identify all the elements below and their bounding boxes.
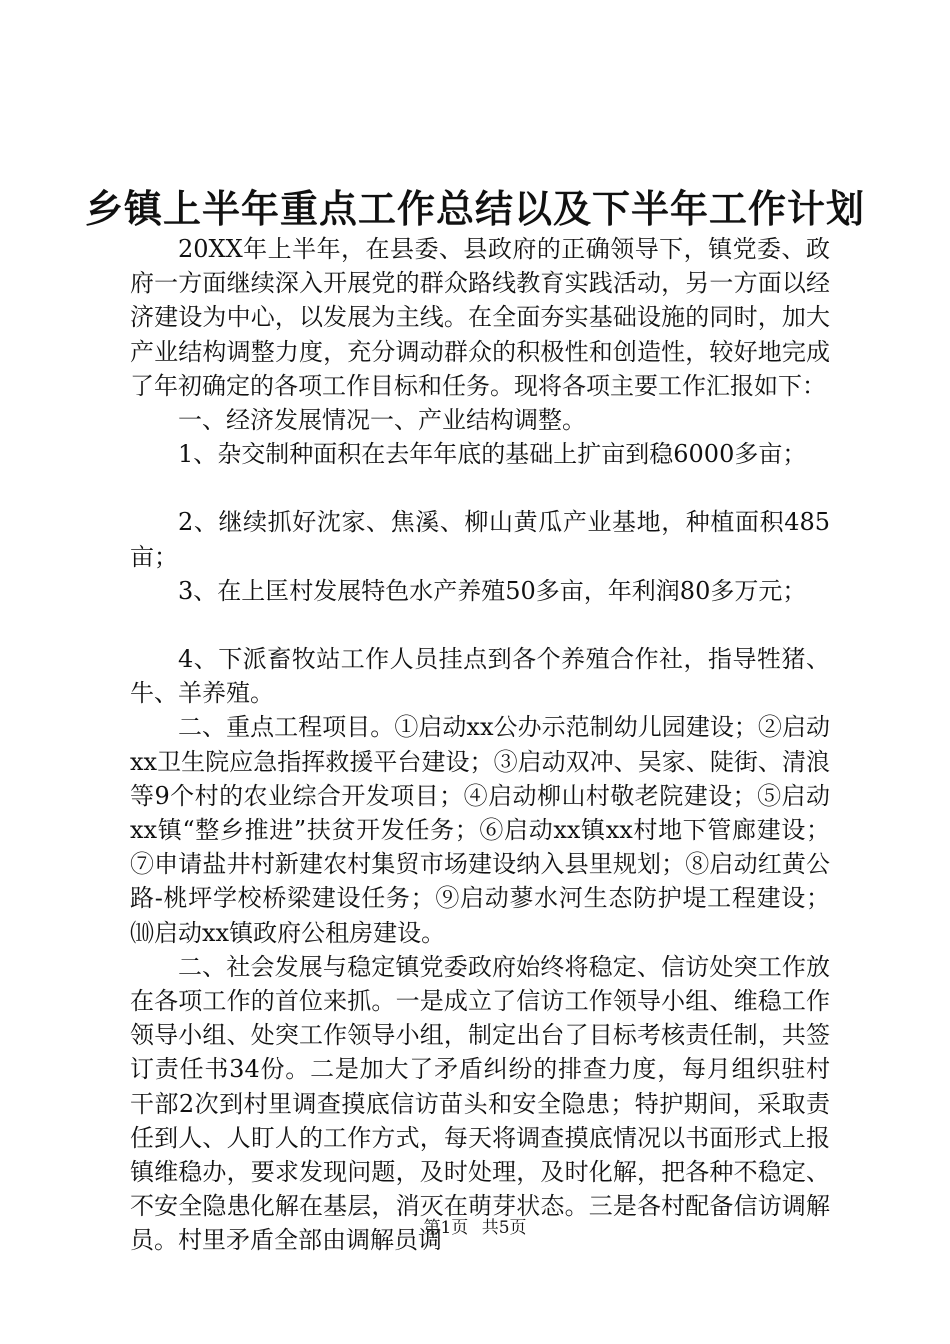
list-item-2: 2、继续抓好沈家、焦溪、柳山黄瓜产业基地，种植面积485亩； — [130, 508, 830, 571]
page-footer — [0, 1216, 950, 1240]
document-title: 乡镇上半年重点工作总结以及下半年工作计划 — [84, 186, 865, 231]
key-projects-paragraph: 二、重点工程项目。①启动xx公办示范制幼儿园建设；②启动xx卫生院应急指挥救援平台建设；③启动双冲、吴家、陡街、清浪等9个村的农业综合开发项目；④启动柳山村敬老院建设；⑤启动xx镇“整乡推进”扶贫开发任务；⑥启动xx镇xx村地下管廊建设；⑦申请盐井村新建农村集贸市场建设纳入县里规划；⑧启动红黄公路-桃坪学校桥梁建设任务；⑨启动蓼水河生态防护堤工程建设；⑽启动xx镇政府公租房建设。 — [130, 713, 830, 947]
list-item-4: 4、下派畜牧站工作人员挂点到各个养殖合作社，指导牲猪、牛、羊养殖。 — [130, 645, 830, 708]
document-body — [130, 232, 830, 1258]
list-item-1: 1、杂交制种面积在去年年底的基础上扩亩到稳6000多亩； — [178, 440, 807, 469]
list-item-3: 3、在上匡村发展特色水产养殖50多亩，年利润80多万元； — [178, 576, 807, 605]
section-heading-economy: 一、经济发展情况一、产业结构调整。 — [178, 406, 586, 435]
page-number: 第1页 — [423, 1218, 469, 1238]
social-stability-paragraph: 二、社会发展与稳定镇党委政府始终将稳定、信访处突工作放在各项工作的首位来抓。一是成立了信访工作领导小组、维稳工作领导小组、处突工作领导小组，制定出台了目标考核责任制，共签订责任书34份。二是加大了矛盾纠纷的排查力度，每月组织驻村干部2次到村里调查摸底信访苗头和安全隐患；特护期间，采取责任到人、人盯人的工作方式，每天将调查摸底情况以书面形式上报镇维稳办，要求发现问题，及时处理，及时化解，把各种不稳定、不安全隐患化解在基层，消灭在萌芽状态。三是各村配备信访调解员。村里矛盾全部由调解员调 — [130, 952, 830, 1255]
intro-paragraph: 20XX年上半年，在县委、县政府的正确领导下，镇党委、政府一方面继续深入开展党的群众路线教育实践活动，另一方面以经济建设为中心，以发展为主线。在全面夯实基础设施的同时，加大产业结构调整力度，充分调动群众的积极性和创造性，较好地完成了年初确定的各项工作目标和任务。现将各项主要工作汇报如下： — [130, 235, 830, 400]
page-total: 共5页 — [481, 1218, 527, 1238]
